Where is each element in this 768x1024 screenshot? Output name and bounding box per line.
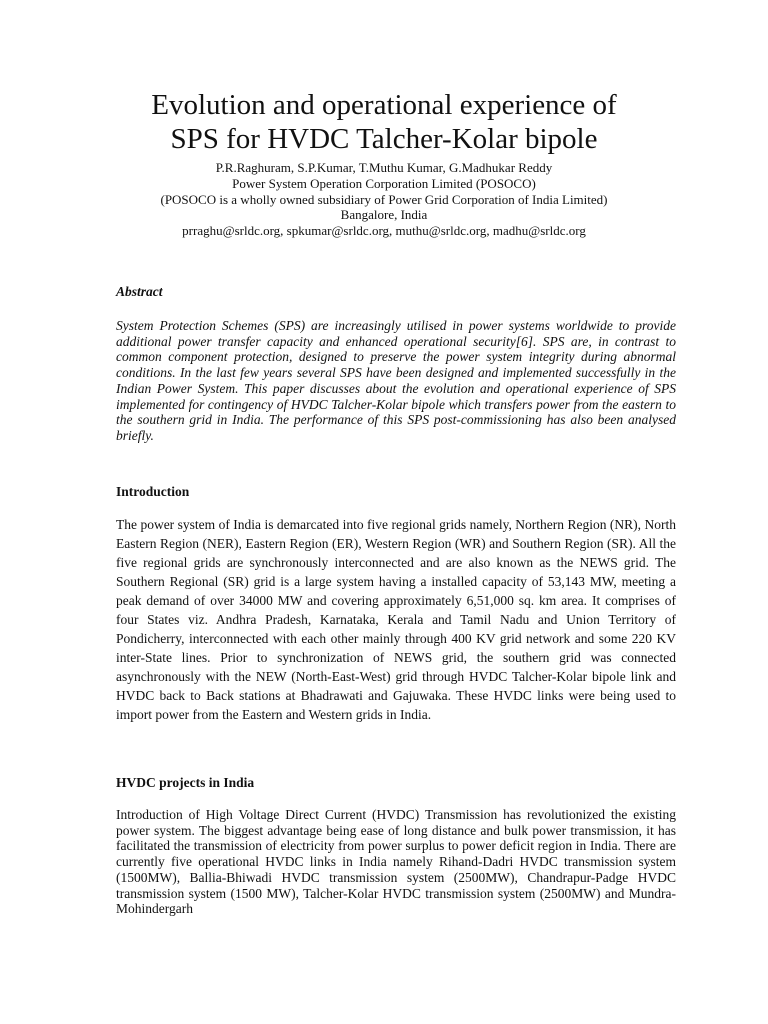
- location: Bangalore, India: [340, 207, 428, 222]
- hvdc-projects-text: Introduction of High Voltage Direct Current (HVDC) Transmission has revolutionized the existing power system. The biggest advantage being ease of long distance and bulk power transmission, it has facilitated the transmission of electricity from power surplus to power deficit region in India. There are currently five operational HVDC links in India namely Rihand-Dadri HVDC transmission system (1500MW), Ballia-Bhiwadi HVDC transmission system (2500MW), Chandrapur-Padge HVDC transmission system (1500 MW), Talcher-Kolar HVDC transmission system (2500MW) and Mundra- Mohindergarh: [116, 807, 676, 917]
- introduction-text: The power system of India is demarcated into five regional grids namely, Northern Region (NR), North Eastern Region (NER), Eastern Region (ER), Western Region (WR) and Southern Region (SR). All the five regional grids are synchronously interconnected and are also known as the NEWS grid. The Southern Regional (SR) grid is a large system having a installed capacity of 53,143 MW, meeting a peak demand of over 34000 MW and covering approximately 6,51,000 sq. km area. It comprises of four States viz. Andhra Pradesh, Karnataka, Kerala and Tamil Nadu and Union Territory of Pondicherry, interconnected with each other mainly through 400 KV grid network and some 220 KV inter-State lines. Prior to synchronization of NEWS grid, the southern grid was connected asynchronously with the NEW (North-East-West) grid through HVDC Talcher-Kolar bipole link and HVDC back to Back stations at Bhadrawati and Gajuwaka. These HVDC links were being used to import power from the Eastern and Western grids in India.: [116, 517, 676, 722]
- hvdc-projects-heading: HVDC projects in India: [116, 775, 255, 790]
- author-list: P.R.Raghuram, S.P.Kumar, T.Muthu Kumar, G.Madhukar Reddy: [215, 160, 553, 175]
- abstract-text: System Protection Schemes (SPS) are increasingly utilised in power systems worldwide to provide additional power transfer capacity and enhanced operational security[6]. SPS are, in contrast to common component protection, designed to preserve the power system integrity during abnormal conditions. In the last few years several SPS have been designed and implemented successfully in the Indian Power System. This paper discusses about the evolution and operational experience of SPS implemented for contingency of HVDC Talcher-Kolar bipole which transfers power from the eastern to the southern grid in India. The performance of this SPS post-commissioning has also been analysed briefly.: [116, 318, 676, 443]
- author-emails: prraghu@srldc.org, spkumar@srldc.org, muthu@srldc.org, madhu@srldc.org: [182, 223, 586, 238]
- paper-title-line-2: SPS for HVDC Talcher-Kolar bipole: [170, 123, 598, 155]
- affiliation: Power System Operation Corporation Limited (POSOCO): [232, 176, 536, 191]
- affiliation-note: (POSOCO is a wholly owned subsidiary of Power Grid Corporation of India Limited): [160, 192, 608, 207]
- introduction-heading: Introduction: [116, 484, 190, 499]
- abstract-heading: Abstract: [116, 284, 163, 299]
- paper-title-line-1: Evolution and operational experience of: [151, 89, 617, 121]
